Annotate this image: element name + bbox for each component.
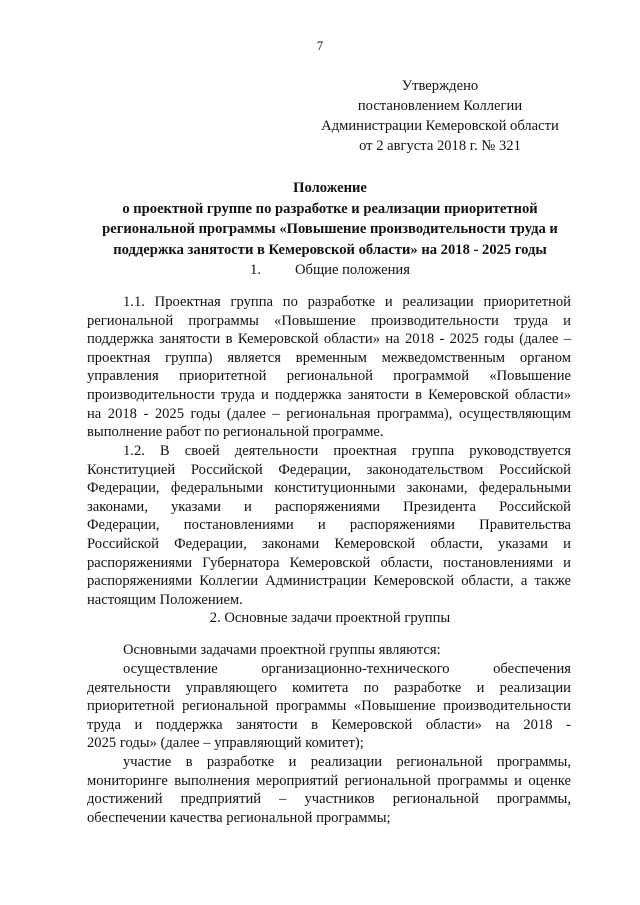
text-line: участие в разработке и реализации региональной программы,: [123, 754, 571, 770]
text-line: Федерации, федеральными конституционными законами, федеральными: [87, 480, 571, 497]
section-1-number: 1.: [250, 262, 261, 278]
text-line: распоряжениями Коллегии Администрации Кемеровской области, а также: [87, 573, 571, 590]
text-line: региональной программы «Повышение производительности труда и: [87, 312, 571, 329]
section-1-title: Общие положения: [294, 262, 410, 278]
text-line: осуществление организационно-технического обеспечения: [123, 661, 571, 677]
text-line: труда и поддержка занятости в Кемеровской области» на 2018 -: [87, 716, 571, 733]
text-line: проектная группа) является временным межведомственным органом: [87, 349, 571, 366]
title-line: о проектной группе по разработке и реализации приоритетной: [122, 200, 538, 217]
text-line: 2025 годы» (далее – управляющий комитет);: [87, 735, 364, 752]
text-line: Федерации, постановлениями и распоряжениями Правительства: [87, 517, 571, 534]
text-line: на 2018 - 2025 годы (далее – региональная программа), осуществляющим: [87, 405, 571, 422]
section-1-heading: [80, 262, 580, 279]
paragraph-2-item-2: [87, 753, 571, 827]
text-line: Основными задачами проектной группы являются:: [123, 642, 441, 658]
text-line: деятельности управляющего комитета по разработке и реализации: [87, 679, 571, 696]
approval-line: постановлением Коллегии: [357, 98, 523, 114]
text-line: 1.1. Проектная группа по разработке и реализации приоритетной: [123, 294, 571, 310]
text-line: выполнение работ по региональной программе.: [87, 424, 384, 441]
paragraph-2-intro: [87, 641, 571, 660]
text-line: приоритетной региональной программы «Повышение производительности: [87, 698, 571, 715]
title-line: региональной программы «Повышение производительности труда и: [102, 221, 558, 237]
approval-stamp: [305, 76, 575, 156]
paragraph-1-1: [87, 293, 571, 442]
approval-line: Администрации Кемеровской области: [321, 118, 559, 134]
page-number: 7: [316, 38, 324, 53]
approval-line: от 2 августа 2018 г. № 321: [359, 138, 521, 154]
section-2-heading: 2. Основные задачи проектной группы: [209, 610, 451, 626]
text-line: 1.2. В своей деятельности проектная группа руководствуется: [123, 443, 571, 459]
text-line: законами, указами и распоряжениями Президента Российской: [87, 498, 571, 515]
text-line: Российской Федерации, законами Кемеровской области, указами и: [87, 535, 571, 552]
title-line: поддержка занятости в Кемеровской области» на 2018 - 2025 годы: [113, 241, 547, 258]
text-line: управления приоритетной региональной программой «Повышение: [87, 368, 571, 385]
text-line: обеспечении качества региональной программы;: [87, 809, 391, 826]
text-line: мониторинге выполнения мероприятий региональной программы и оценке: [87, 772, 571, 789]
approval-line: Утверждено: [401, 78, 479, 94]
text-line: распоряжениями Губернатора Кемеровской области, постановлениями и: [87, 554, 571, 571]
text-line: производительности труда и поддержка занятости в Кемеровской области»: [87, 386, 571, 403]
text-line: достижений предприятий – участников региональной программы,: [87, 791, 571, 808]
text-line: Конституцией Российской Федерации, законодательством Российской: [87, 461, 571, 478]
paragraph-1-2: [87, 442, 571, 609]
document-title: [80, 178, 580, 260]
text-line: поддержка занятости в Кемеровской области» на 2018 - 2025 годы (далее –: [87, 331, 571, 348]
paragraph-2-item-1: [87, 660, 571, 753]
text-line: настоящим Положением.: [87, 591, 243, 608]
title-line: Положение: [293, 180, 367, 196]
